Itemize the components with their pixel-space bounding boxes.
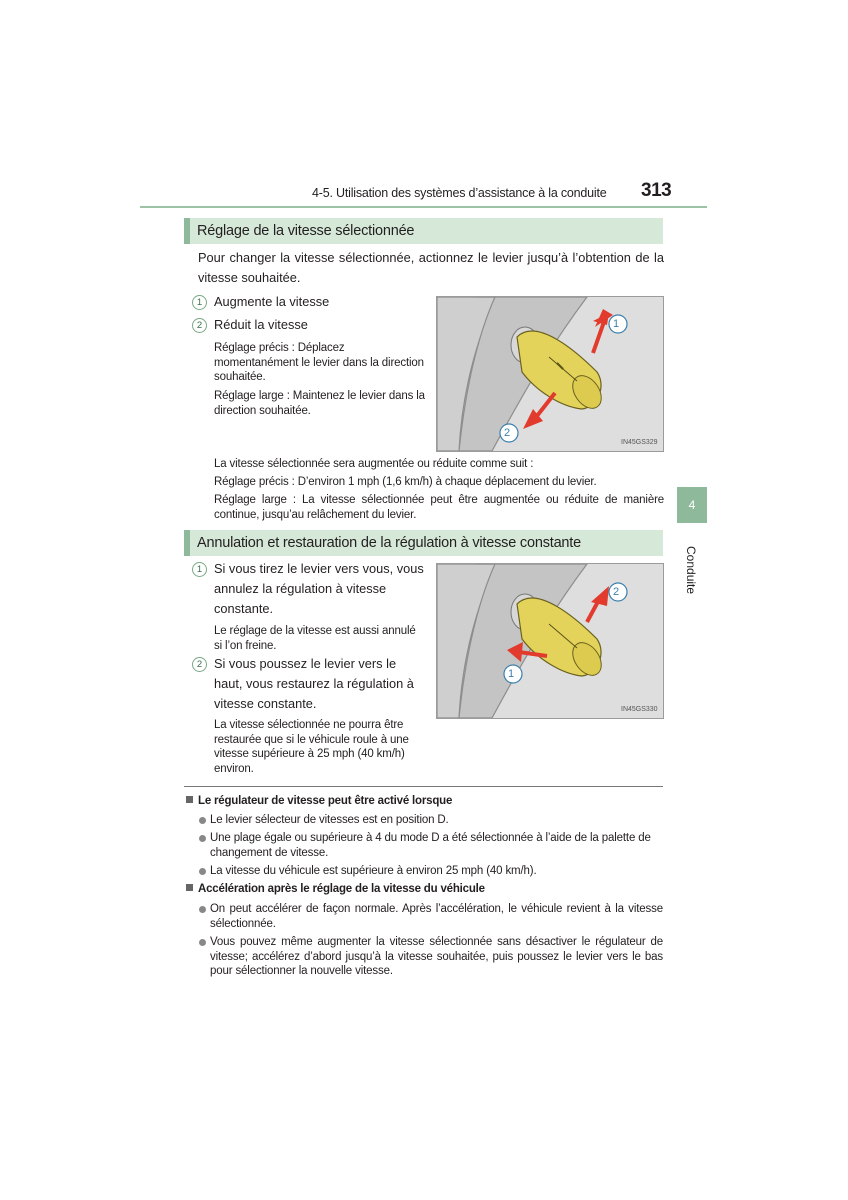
note-heading-activation: Le régulateur de vitesse peut être activé lorsque	[186, 795, 452, 807]
summary-line-1: La vitesse sélectionnée sera augmentée ou réduite comme suit :	[214, 458, 534, 470]
item-cancel: Si vous tirez le levier vers vous, vous annulez la régulation à vitesse constante.	[214, 561, 424, 616]
arrow-label-1: 1	[613, 318, 620, 330]
image-code: IN45GS330	[621, 706, 658, 713]
section-title-cancel-resume: Annulation et restauration de la régulation à vitesse constante	[184, 530, 663, 556]
page-number: 313	[641, 180, 672, 201]
lever-illustration-1	[436, 296, 664, 452]
bullet-icon	[199, 835, 206, 842]
item-number-2: 2	[192, 657, 207, 672]
square-bullet-icon	[186, 884, 193, 891]
bullet-icon	[199, 817, 206, 824]
item-cancel-note: Le réglage de la vitesse est aussi annulé si l’on freine.	[214, 625, 416, 652]
lever-illustration-2	[436, 563, 664, 719]
item-increase-speed: Augmente la vitesse	[214, 294, 330, 309]
note-heading-acceleration: Accélération après le réglage de la vitesse du véhicule	[186, 883, 485, 895]
running-header: 4-5. Utilisation des systèmes d’assistance à la conduite	[312, 186, 607, 200]
item-resume-note: La vitesse sélectionnée ne pourra être restaurée que si le véhicule roule à une vitesse supérieure à 25 mph (40 km/h) environ.	[214, 719, 409, 775]
chapter-tab[interactable]: 4	[677, 487, 707, 523]
detail-fine-adjust: Réglage précis : Déplacez momentanément le levier dans la direction souhaitée.	[214, 342, 424, 383]
item-number-1: 1	[192, 562, 207, 577]
bullet-icon	[199, 939, 206, 946]
cruise-lever-cancel-icon	[437, 564, 663, 718]
item-decrease-speed: Réduit la vitesse	[214, 317, 308, 332]
summary-line-3: Réglage large : La vitesse sélectionnée peut être augmentée ou réduite de manière continue, jusqu’au relâchement du levier.	[214, 494, 664, 521]
bullet-icon	[199, 906, 206, 913]
chapter-label: Conduite	[684, 546, 698, 595]
arrow-label-2: 2	[504, 427, 511, 439]
image-code: IN45GS329	[621, 439, 658, 446]
note-bullet: La vitesse du véhicule est supérieure à environ 25 mph (40 km/h).	[210, 865, 537, 877]
section-title-speed-setting: Réglage de la vitesse sélectionnée	[184, 218, 663, 244]
note-bullet: On peut accélérer de façon normale. Après l’accélération, le véhicule revient à la vitesse sélectionnée.	[210, 903, 663, 930]
arrow-label-1: 1	[508, 668, 515, 680]
notes-divider	[184, 786, 663, 787]
detail-large-adjust: Réglage large : Maintenez le levier dans la direction souhaitée.	[214, 390, 425, 417]
item-resume: Si vous poussez le levier vers le haut, vous restaurez la régulation à vitesse constante.	[214, 656, 414, 711]
cruise-lever-speed-icon	[437, 297, 663, 451]
note-bullet: Le levier sélecteur de vitesses est en position D.	[210, 814, 449, 826]
header-divider	[140, 206, 707, 208]
note-bullet: Vous pouvez même augmenter la vitesse sélectionnée sans désactiver le régulateur de vitesse; accélérez d’abord jusqu’à la vitesse souhaitée, puis poussez le levier vers le bas pour sélectionner la nouvelle vitesse.	[210, 936, 663, 977]
section1-intro: Pour changer la vitesse sélectionnée, actionnez le levier jusqu’à l’obtention de la vitesse souhaitée.	[198, 250, 664, 285]
bullet-icon	[199, 868, 206, 875]
square-bullet-icon	[186, 796, 193, 803]
arrow-label-2: 2	[613, 586, 620, 598]
item-number-2: 2	[192, 318, 207, 333]
item-number-1: 1	[192, 295, 207, 310]
summary-line-2: Réglage précis : D’environ 1 mph (1,6 km/h) à chaque déplacement du levier.	[214, 476, 597, 488]
note-bullet: Une plage égale ou supérieure à 4 du mode D a été sélectionnée à l’aide de la palette de changement de vitesse.	[210, 832, 651, 859]
